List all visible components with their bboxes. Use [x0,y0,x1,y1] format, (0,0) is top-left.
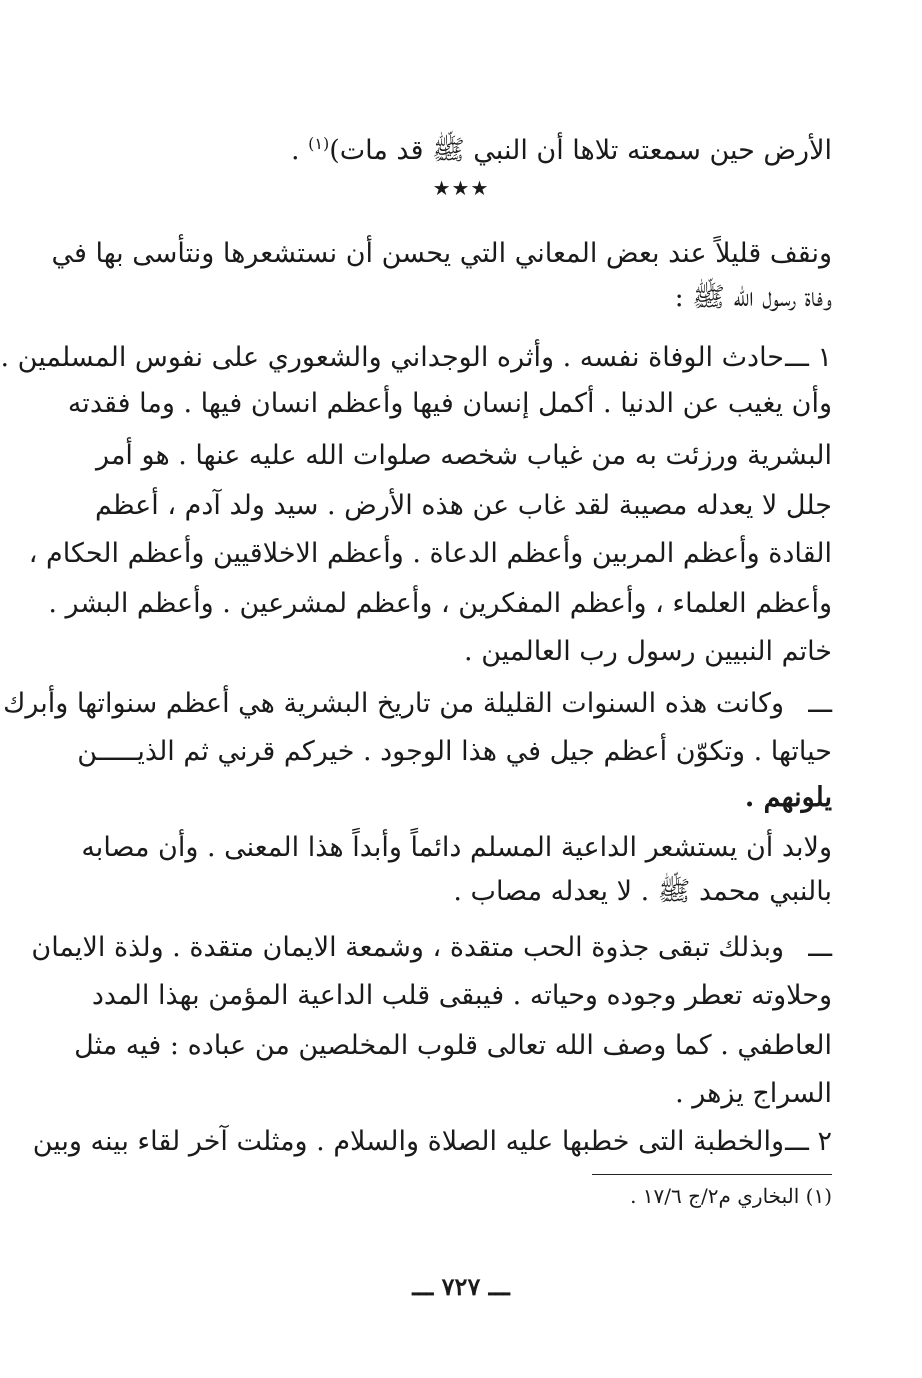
text-line-19: السراج يزهر . [675,1078,832,1109]
footnote-rule [592,1174,832,1175]
text-line-20: والخطبة التى خطبها عليه الصلاة والسلام . ومثلت آخر لقاء بينه وبين [32,1126,784,1157]
text-line-6: البشرية ورزئت به من غياب شخصه صلوات الله عليه عنها . هو أمر [96,440,832,471]
list-marker-2: ٢ ـــ [785,1126,832,1157]
text-line-1 [291,124,832,171]
list-marker-1: ١ ـــ [785,342,832,373]
text-line-11: وكانت هذه السنوات القليلة من تاريخ البشرية هي أعظم سنواتها وأبرك [3,688,784,719]
list-marker-dash-2: ـــ [808,932,832,963]
section-separator: ★★★ [432,176,490,200]
text-line-1-body: الأرض حين سمعته تلاها أن النبي ﷺ قد مات) [329,135,832,166]
text-line-3: وفاة رسول الله ﷺ : [674,282,832,313]
page-number: ـــ ٧٢٧ ـــ [412,1272,510,1301]
text-line-12: حياتها . وتكوّن أعظم جيل في هذا الوجود . خيركم قرني ثم الذيـــــن [77,736,832,767]
text-line-5: وأن يغيب عن الدنيا . أكمل إنسان فيها وأعظم انسان فيها . وما فقدته [67,388,832,419]
text-line-1-end: . [290,135,309,166]
text-line-16: وبذلك تبقى جذوة الحب متقدة ، وشمعة الايمان متقدة . ولذة الايمان [31,932,784,963]
list-marker-dash-1: ـــ [808,688,832,719]
text-line-8: القادة وأعظم المربين وأعظم الدعاة . وأعظم الاخلاقيين وأعظم الحكام ، [28,538,832,569]
text-line-14: ولابد أن يستشعر الداعية المسلم دائماً وأبداً هذا المعنى . وأن مصابه [81,832,832,863]
text-line-18: العاطفي . كما وصف الله تعالى قلوب المخلصين من عباده : فيه مثل [74,1030,832,1061]
text-line-10: خاتم النبيين رسول رب العالمين . [464,636,832,667]
text-line-7: جلل لا يعدله مصيبة لقد غاب عن هذه الأرض . سيد ولد آدم ، أعظم [95,490,832,521]
text-line-9: وأعظم العلماء ، وأعظم المفكرين ، وأعظم لمشرعين . وأعظم البشر . [48,588,832,619]
text-line-17: وحلاوته تعطر وجوده وحياته . فيبقى قلب الداعية المؤمن بهذا المدد [91,980,832,1011]
footnote-reference: (١) [308,134,330,153]
footnote: (١) البخاري م٢/ج ١٧/٦ . [630,1184,832,1208]
text-line-4: حادث الوفاة نفسه . وأثره الوجداني والشعوري على نفوس المسلمين . [0,342,784,373]
text-line-2: ونقف قليلاً عند بعض المعاني التي يحسن أن نستشعرها ونتأسى بها في [51,238,832,269]
text-line-13: يلونهم . [744,782,832,813]
text-line-15: بالنبي محمد ﷺ . لا يعدله مصاب . [453,876,832,907]
